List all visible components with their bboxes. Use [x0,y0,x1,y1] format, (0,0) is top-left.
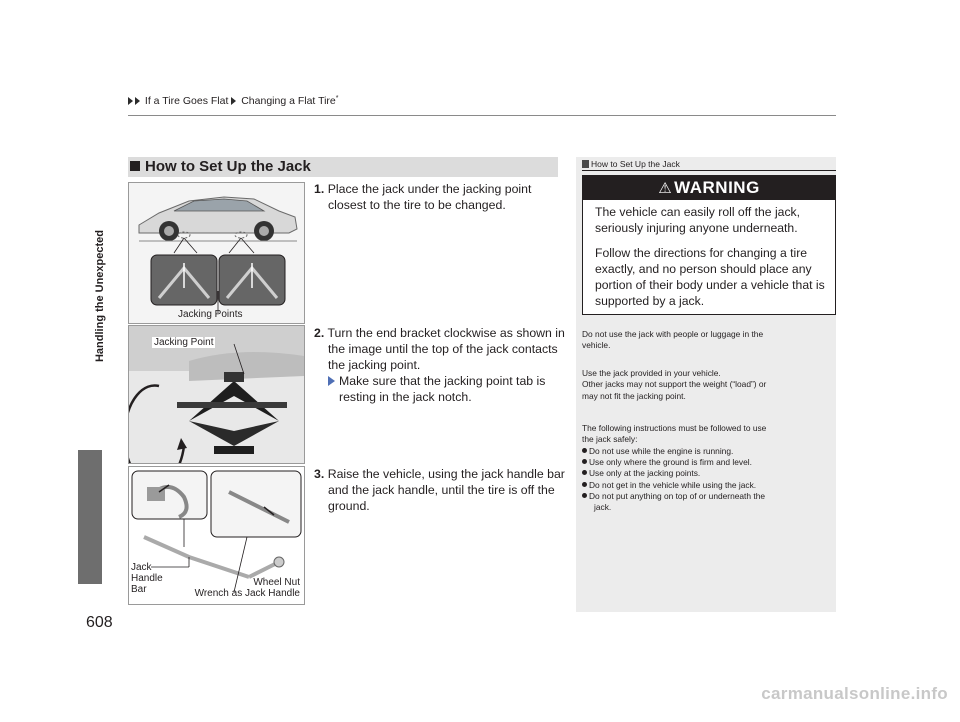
warning-header [583,176,835,200]
note-2 [582,368,766,402]
bullet-icon [582,493,587,498]
reference-icon [582,160,589,168]
watermark: carmanualsonline.info [761,684,948,703]
list-item: Do not use while the engine is running. [582,446,765,457]
breadcrumb-arrow-icon [128,97,133,105]
section-title: How to Set Up the Jack [145,158,311,175]
caption-jack-handle-bar [131,562,163,595]
step-1 [314,181,531,213]
caption-jacking-point: Jacking Point [154,337,214,348]
asterisk: * [335,95,339,102]
caption-wheel-nut-l1: Wheel Nut [253,577,300,588]
figure-jacking-points [128,182,305,324]
warning-p1-l1: The vehicle can easily roll off the jack, [595,205,801,219]
step-2-sub1: Make sure that the jacking point tab is [339,374,546,388]
bullet-icon [582,470,587,475]
list-item: Do not put anything on top of or underneath the [582,491,765,502]
breadcrumb-part1[interactable]: If a Tire Goes Flat [144,95,229,107]
list-item: Use only at the jacking points. [582,468,765,479]
step-2-line1: Turn the end bracket clockwise as shown in [327,326,565,340]
warning-p2-l1: Follow the directions for changing a tire [595,246,808,260]
bullet-icon [582,459,587,464]
step-2-number: 2. [314,326,325,340]
step-3-line3: ground. [328,499,370,513]
chapter-marker [78,450,102,584]
breadcrumb-arrow-icon [135,97,140,105]
page-number: 608 [86,614,113,631]
caption-jack-handle-bar-l1: Jack [131,562,152,573]
side-tab-label: Handling the Unexpected [94,229,106,363]
breadcrumb-part2[interactable]: Changing a Flat Tire [241,95,336,107]
warning-p2-l2: exactly, and no person should place any [595,262,812,276]
section-heading [128,157,558,177]
step-3 [314,466,565,514]
sidebar-ref-title-text: How to Set Up the Jack [591,159,680,169]
note-1 [582,329,763,352]
step-2-sub2: resting in the jack notch. [339,390,472,404]
header-divider [128,115,836,116]
sidebar-ref-title[interactable] [582,159,680,169]
list-item-continuation: jack. [594,502,612,513]
safety-bullet-list [582,446,765,513]
list-item: Do not get in the vehicle while using the jack. [582,480,765,491]
step-1-line2: closest to the tire to be changed. [328,198,506,212]
step-2-line3: the jacking point. [328,358,421,372]
note-2-l1: Use the jack provided in your vehicle. [582,368,721,378]
warning-p1-l2: seriously injuring anyone underneath. [595,221,798,235]
step-1-line1: Place the jack under the jacking point [327,182,532,196]
breadcrumb [128,95,339,107]
list-item: Use only where the ground is firm and level. [582,457,765,468]
square-bullet-icon [130,161,140,171]
caption-jack-handle-bar-l2: Handle [131,573,163,584]
caption-wheel-nut [182,577,300,599]
step-arrow-icon [328,376,335,386]
note-1-l1: Do not use the jack with people or luggage in the [582,329,764,339]
bullet-icon [582,448,587,453]
step-1-number: 1. [314,182,325,196]
step-2-line2: the image until the top of the jack contacts [328,342,558,356]
bullet-icon [582,482,587,487]
warning-paragraph-2 [595,245,825,309]
step-3-number: 3. [314,467,325,481]
step-3-line2: and the jack handle, until the tire is off the [328,483,555,497]
sidebar-title-rule [582,170,836,171]
note-2-l2: Other jacks may not support the weight (“load”) or [582,379,767,390]
note-3-l2: the jack safely: [582,434,638,445]
note-1-l2: vehicle. [582,340,611,351]
warning-icon: ⚠ [658,180,673,197]
step-2-sub [314,373,565,389]
caption-jacking-points: Jacking Points [178,309,243,320]
warning-p2-l4: supported by a jack. [595,294,705,308]
car-illustration [129,183,304,323]
step-3-line1: Raise the vehicle, using the jack handle bar [327,467,565,481]
note-3 [582,423,766,446]
note-2-l3: may not fit the jacking point. [582,390,686,401]
warning-p2-l3: portion of their body under a vehicle that is [595,278,825,292]
breadcrumb-arrow-icon [231,97,236,105]
caption-jack-handle-bar-l3: Bar [131,584,147,595]
warning-paragraph-1 [595,204,800,236]
warning-label: WARNING [674,178,760,197]
step-2 [314,325,565,405]
note-3-l1: The following instructions must be followed to use [582,423,767,433]
caption-wheel-nut-l2: Wrench as Jack Handle [194,588,300,599]
